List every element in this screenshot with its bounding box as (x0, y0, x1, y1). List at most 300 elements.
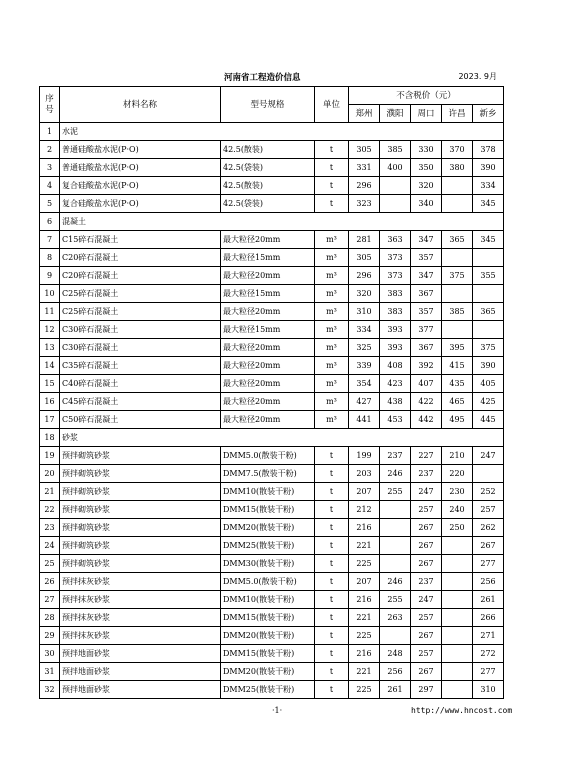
material-name: 普通硅酸盐水泥(P·O) (60, 159, 221, 177)
table-row (40, 663, 504, 681)
price-cell: 237 (380, 447, 411, 465)
price-cell (380, 195, 411, 213)
price-cell: 266 (473, 609, 504, 627)
price-cell (380, 555, 411, 573)
spec: DMM20(散装干粉) (221, 627, 315, 645)
price-cell: 357 (411, 249, 442, 267)
price-cell: 345 (473, 195, 504, 213)
price-cell: 373 (380, 249, 411, 267)
price-cell: 427 (349, 393, 380, 411)
price-cell (380, 177, 411, 195)
price-cell: 330 (411, 141, 442, 159)
price-cell: 495 (442, 411, 473, 429)
price-cell (442, 249, 473, 267)
price-cell: 423 (380, 375, 411, 393)
material-name: 预拌砌筑砂浆 (60, 465, 221, 483)
unit: t (315, 195, 349, 213)
price-cell: 347 (411, 267, 442, 285)
price-cell: 227 (411, 447, 442, 465)
price-cell: 250 (442, 519, 473, 537)
row-number: 32 (40, 681, 60, 699)
spec: 42.5(袋装) (221, 159, 315, 177)
header-seq-text: 序号 (45, 93, 54, 115)
price-cell (380, 519, 411, 537)
spec: 最大粒径20mm (221, 393, 315, 411)
price-cell: 237 (411, 573, 442, 591)
price-cell: 400 (380, 159, 411, 177)
price-cell: 363 (380, 231, 411, 249)
spec: DMM25(散装干粉) (221, 681, 315, 699)
price-cell (380, 537, 411, 555)
table-row (40, 465, 504, 483)
row-number: 4 (40, 177, 60, 195)
table-row (40, 447, 504, 465)
material-name: 预拌砌筑砂浆 (60, 483, 221, 501)
price-cell: 375 (442, 267, 473, 285)
spec: 最大粒径20mm (221, 303, 315, 321)
price-cell: 390 (473, 357, 504, 375)
price-cell: 297 (411, 681, 442, 699)
price-cell (380, 501, 411, 519)
spec: DMM30(散装干粉) (221, 555, 315, 573)
unit: t (315, 465, 349, 483)
table-row (40, 627, 504, 645)
row-number: 8 (40, 249, 60, 267)
price-cell: 221 (349, 537, 380, 555)
price-cell: 247 (411, 591, 442, 609)
price-cell: 465 (442, 393, 473, 411)
material-name: C20碎石混凝土 (60, 267, 221, 285)
price-cell: 216 (349, 645, 380, 663)
spec: 最大粒径20mm (221, 375, 315, 393)
price-cell: 246 (380, 465, 411, 483)
price-cell (442, 573, 473, 591)
header-city: 周口 (411, 105, 442, 123)
material-name: 预拌抹灰砂浆 (60, 627, 221, 645)
unit: m³ (315, 411, 349, 429)
price-cell (473, 465, 504, 483)
price-cell: 385 (442, 303, 473, 321)
spec: DMM5.0(散装干粉) (221, 447, 315, 465)
table-row (40, 411, 504, 429)
header-city: 新乡 (473, 105, 504, 123)
price-cell: 339 (349, 357, 380, 375)
price-cell: 345 (473, 231, 504, 249)
table-row (40, 195, 504, 213)
unit: m³ (315, 393, 349, 411)
table-row (40, 267, 504, 285)
price-cell: 367 (411, 339, 442, 357)
category-name: 水泥 (60, 123, 504, 141)
material-name: C20碎石混凝土 (60, 249, 221, 267)
material-name: C45碎石混凝土 (60, 393, 221, 411)
price-cell: 392 (411, 357, 442, 375)
unit: t (315, 591, 349, 609)
spec: DMM10(散装干粉) (221, 483, 315, 501)
table-row (40, 537, 504, 555)
unit: t (315, 159, 349, 177)
price-cell (442, 285, 473, 303)
price-cell: 441 (349, 411, 380, 429)
price-cell: 247 (473, 447, 504, 465)
price-cell: 262 (473, 519, 504, 537)
spec: 最大粒径20mm (221, 231, 315, 249)
row-number: 1 (40, 123, 60, 141)
unit: t (315, 609, 349, 627)
material-name: C15碎石混凝土 (60, 231, 221, 249)
price-cell: 267 (411, 555, 442, 573)
table-row (40, 501, 504, 519)
unit: m³ (315, 267, 349, 285)
price-cell: 422 (411, 393, 442, 411)
header-price-group: 不含税价（元） (349, 87, 504, 105)
price-cell: 323 (349, 195, 380, 213)
material-name: C40碎石混凝土 (60, 375, 221, 393)
table-row (40, 555, 504, 573)
price-cell: 271 (473, 627, 504, 645)
price-cell (473, 285, 504, 303)
category-name: 混凝土 (60, 213, 504, 231)
price-cell: 255 (380, 591, 411, 609)
material-name: 预拌抹灰砂浆 (60, 591, 221, 609)
material-name: C35碎石混凝土 (60, 357, 221, 375)
price-cell: 305 (349, 141, 380, 159)
price-cell: 367 (411, 285, 442, 303)
unit: m³ (315, 321, 349, 339)
row-number: 11 (40, 303, 60, 321)
material-name: 预拌抹灰砂浆 (60, 609, 221, 627)
footer-url: http://www.hncost.com (411, 706, 513, 715)
row-number: 19 (40, 447, 60, 465)
price-cell: 331 (349, 159, 380, 177)
price-cell: 310 (473, 681, 504, 699)
material-name: 预拌砌筑砂浆 (60, 519, 221, 537)
material-name: 复合硅酸盐水泥(P·O) (60, 177, 221, 195)
table-row (40, 159, 504, 177)
row-number: 30 (40, 645, 60, 663)
price-cell: 267 (411, 537, 442, 555)
unit: t (315, 483, 349, 501)
table-row (40, 357, 504, 375)
price-cell: 257 (411, 501, 442, 519)
price-cell (380, 627, 411, 645)
price-cell: 247 (411, 483, 442, 501)
price-cell: 415 (442, 357, 473, 375)
price-cell: 296 (349, 177, 380, 195)
price-cell: 277 (473, 663, 504, 681)
price-cell: 267 (411, 627, 442, 645)
price-cell (442, 177, 473, 195)
unit: m³ (315, 339, 349, 357)
unit: t (315, 645, 349, 663)
spec: DMM7.5(散装干粉) (221, 465, 315, 483)
price-cell: 199 (349, 447, 380, 465)
unit: t (315, 537, 349, 555)
price-cell (442, 609, 473, 627)
price-cell: 221 (349, 609, 380, 627)
spec: 最大粒径20mm (221, 411, 315, 429)
price-cell (473, 321, 504, 339)
price-cell: 257 (411, 645, 442, 663)
spec: 42.5(散装) (221, 141, 315, 159)
header-unit: 单位 (315, 87, 349, 123)
price-cell: 383 (380, 303, 411, 321)
row-number: 10 (40, 285, 60, 303)
price-cell: 370 (442, 141, 473, 159)
unit: m³ (315, 231, 349, 249)
category-row (40, 123, 504, 141)
row-number: 22 (40, 501, 60, 519)
row-number: 17 (40, 411, 60, 429)
spec: 最大粒径20mm (221, 357, 315, 375)
price-cell: 246 (380, 573, 411, 591)
price-cell: 377 (411, 321, 442, 339)
spec: 42.5(散装) (221, 177, 315, 195)
unit: t (315, 501, 349, 519)
price-cell: 453 (380, 411, 411, 429)
price-cell: 220 (442, 465, 473, 483)
unit: t (315, 519, 349, 537)
price-cell: 393 (380, 321, 411, 339)
spec: DMM15(散装干粉) (221, 609, 315, 627)
price-table (39, 86, 504, 699)
row-number: 20 (40, 465, 60, 483)
price-cell: 320 (411, 177, 442, 195)
row-number: 12 (40, 321, 60, 339)
price-cell: 256 (473, 573, 504, 591)
unit: t (315, 177, 349, 195)
price-cell (442, 537, 473, 555)
price-cell (442, 555, 473, 573)
price-cell: 378 (473, 141, 504, 159)
material-name: C30碎石混凝土 (60, 321, 221, 339)
price-cell: 207 (349, 483, 380, 501)
material-name: 预拌砌筑砂浆 (60, 537, 221, 555)
material-name: 预拌抹灰砂浆 (60, 573, 221, 591)
spec: DMM25(散装干粉) (221, 537, 315, 555)
price-cell: 252 (473, 483, 504, 501)
price-cell: 355 (473, 267, 504, 285)
price-cell: 267 (411, 663, 442, 681)
table-row (40, 375, 504, 393)
row-number: 24 (40, 537, 60, 555)
header-city: 许昌 (442, 105, 473, 123)
table-row (40, 177, 504, 195)
table-row (40, 393, 504, 411)
table-row (40, 573, 504, 591)
price-cell (473, 249, 504, 267)
unit: m³ (315, 357, 349, 375)
price-cell: 365 (442, 231, 473, 249)
spec: 最大粒径20mm (221, 267, 315, 285)
price-cell (442, 591, 473, 609)
price-cell (442, 195, 473, 213)
row-number: 3 (40, 159, 60, 177)
price-cell: 256 (380, 663, 411, 681)
category-name: 砂浆 (60, 429, 504, 447)
price-cell: 380 (442, 159, 473, 177)
price-cell: 334 (349, 321, 380, 339)
material-name: 预拌砌筑砂浆 (60, 501, 221, 519)
price-cell: 261 (380, 681, 411, 699)
unit: m³ (315, 249, 349, 267)
unit: m³ (315, 285, 349, 303)
table-row (40, 321, 504, 339)
price-cell: 350 (411, 159, 442, 177)
row-number: 9 (40, 267, 60, 285)
table-row (40, 231, 504, 249)
material-name: 预拌砌筑砂浆 (60, 447, 221, 465)
spec: 最大粒径15mm (221, 249, 315, 267)
price-cell: 305 (349, 249, 380, 267)
price-cell: 267 (411, 519, 442, 537)
unit: t (315, 555, 349, 573)
unit: t (315, 627, 349, 645)
price-cell: 212 (349, 501, 380, 519)
material-name: 普通硅酸盐水泥(P·O) (60, 141, 221, 159)
unit: m³ (315, 303, 349, 321)
row-number: 29 (40, 627, 60, 645)
price-cell: 365 (473, 303, 504, 321)
price-cell: 248 (380, 645, 411, 663)
price-cell: 272 (473, 645, 504, 663)
price-cell: 373 (380, 267, 411, 285)
spec: DMM5.0(散装干粉) (221, 573, 315, 591)
price-cell: 445 (473, 411, 504, 429)
price-cell: 390 (473, 159, 504, 177)
table-row (40, 645, 504, 663)
unit: t (315, 573, 349, 591)
header-spec: 型号规格 (221, 87, 315, 123)
price-cell: 435 (442, 375, 473, 393)
spec: 最大粒径15mm (221, 321, 315, 339)
price-cell: 408 (380, 357, 411, 375)
price-cell: 255 (380, 483, 411, 501)
price-cell: 267 (473, 537, 504, 555)
row-number: 25 (40, 555, 60, 573)
row-number: 31 (40, 663, 60, 681)
price-cell: 257 (411, 609, 442, 627)
price-cell: 207 (349, 573, 380, 591)
material-name: C30碎石混凝土 (60, 339, 221, 357)
spec: DMM15(散装干粉) (221, 645, 315, 663)
price-cell: 442 (411, 411, 442, 429)
price-cell: 216 (349, 591, 380, 609)
price-cell: 310 (349, 303, 380, 321)
spec: DMM10(散装干粉) (221, 591, 315, 609)
table-row (40, 609, 504, 627)
price-cell: 277 (473, 555, 504, 573)
price-cell: 263 (380, 609, 411, 627)
issue-period: 2023. 9月 (458, 72, 497, 81)
price-cell: 281 (349, 231, 380, 249)
material-name: 预拌地面砂浆 (60, 681, 221, 699)
page-header (59, 71, 501, 85)
row-number: 2 (40, 141, 60, 159)
spec: 最大粒径20mm (221, 339, 315, 357)
header-material-name: 材料名称 (60, 87, 221, 123)
row-number: 6 (40, 213, 60, 231)
price-cell: 347 (411, 231, 442, 249)
category-row (40, 429, 504, 447)
table-row (40, 303, 504, 321)
price-cell: 438 (380, 393, 411, 411)
row-number: 16 (40, 393, 60, 411)
material-name: C25碎石混凝土 (60, 285, 221, 303)
row-number: 15 (40, 375, 60, 393)
price-cell: 225 (349, 627, 380, 645)
price-cell: 385 (380, 141, 411, 159)
material-name: 复合硅酸盐水泥(P·O) (60, 195, 221, 213)
table-row (40, 141, 504, 159)
row-number: 28 (40, 609, 60, 627)
spec: DMM15(散装干粉) (221, 501, 315, 519)
price-cell (442, 645, 473, 663)
price-table-body (40, 123, 504, 699)
row-number: 26 (40, 573, 60, 591)
price-cell: 216 (349, 519, 380, 537)
price-cell (442, 663, 473, 681)
material-name: 预拌地面砂浆 (60, 645, 221, 663)
price-cell: 257 (473, 501, 504, 519)
table-row (40, 339, 504, 357)
row-number: 14 (40, 357, 60, 375)
price-cell: 340 (411, 195, 442, 213)
spec: 最大粒径15mm (221, 285, 315, 303)
price-cell (442, 681, 473, 699)
price-cell: 225 (349, 555, 380, 573)
price-cell (442, 321, 473, 339)
material-name: C50碎石混凝土 (60, 411, 221, 429)
unit: t (315, 663, 349, 681)
table-row (40, 249, 504, 267)
price-cell: 230 (442, 483, 473, 501)
table-row (40, 591, 504, 609)
table-row (40, 285, 504, 303)
price-cell: 393 (380, 339, 411, 357)
price-cell: 425 (473, 393, 504, 411)
price-cell: 261 (473, 591, 504, 609)
price-cell: 334 (473, 177, 504, 195)
row-number: 23 (40, 519, 60, 537)
price-cell: 237 (411, 465, 442, 483)
row-number: 13 (40, 339, 60, 357)
row-number: 7 (40, 231, 60, 249)
row-number: 5 (40, 195, 60, 213)
material-name: 预拌地面砂浆 (60, 663, 221, 681)
unit: t (315, 447, 349, 465)
price-cell: 325 (349, 339, 380, 357)
document-title: 河南省工程造价信息 (224, 73, 301, 83)
price-cell: 221 (349, 663, 380, 681)
price-cell: 296 (349, 267, 380, 285)
price-cell: 354 (349, 375, 380, 393)
material-name: 预拌砌筑砂浆 (60, 555, 221, 573)
price-cell: 383 (380, 285, 411, 303)
price-cell: 240 (442, 501, 473, 519)
spec: 42.5(袋装) (221, 195, 315, 213)
table-row (40, 483, 504, 501)
price-cell: 210 (442, 447, 473, 465)
price-cell: 395 (442, 339, 473, 357)
header-seq (40, 87, 60, 123)
price-cell: 407 (411, 375, 442, 393)
price-cell: 203 (349, 465, 380, 483)
price-cell (442, 627, 473, 645)
header-city: 郑州 (349, 105, 380, 123)
row-number: 27 (40, 591, 60, 609)
material-name: C25碎石混凝土 (60, 303, 221, 321)
